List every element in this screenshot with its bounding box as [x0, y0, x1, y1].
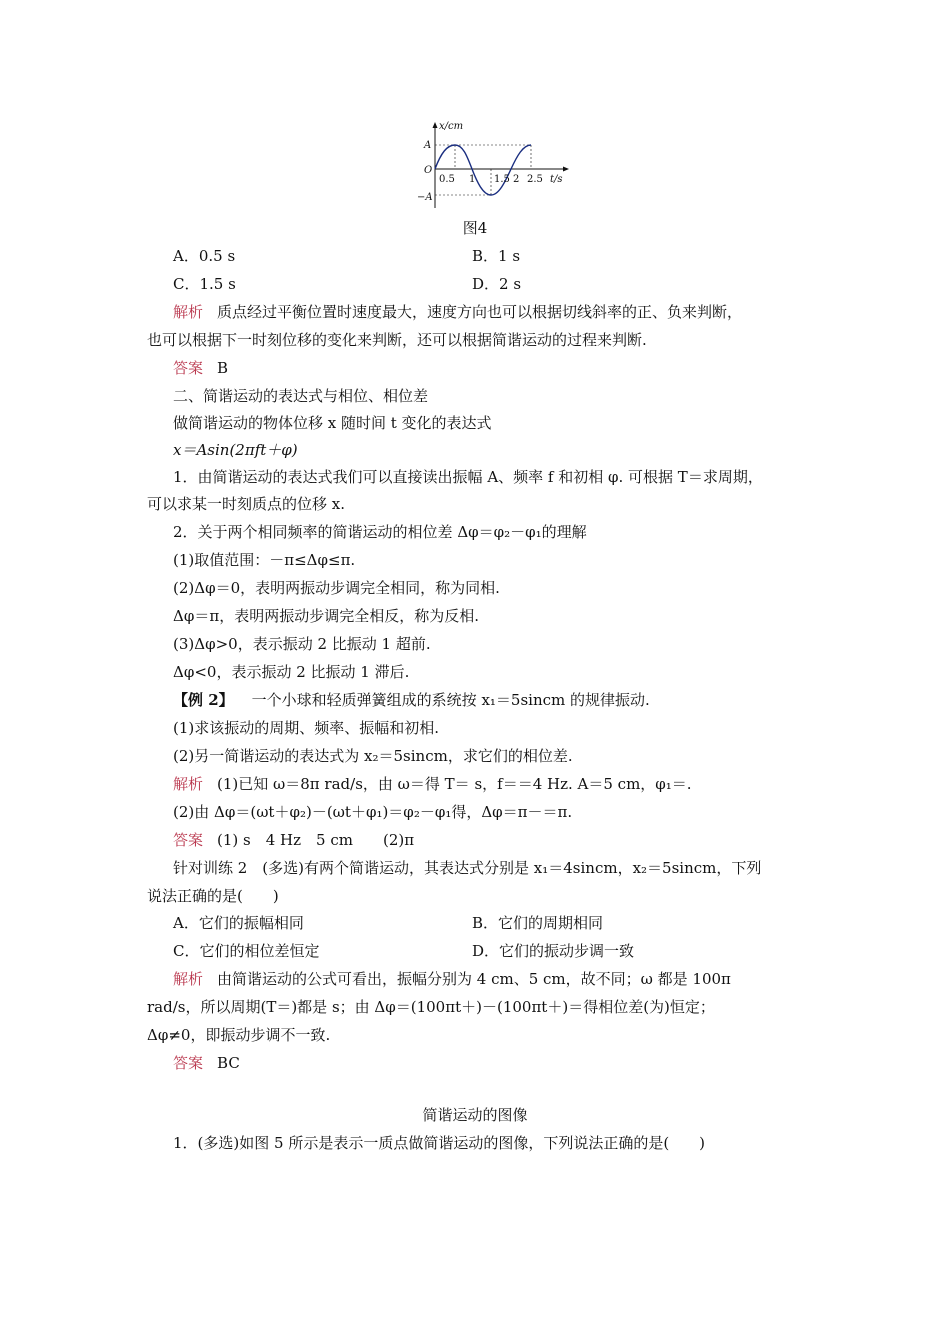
tick-2-5: 2.5 [527, 174, 543, 185]
answer-value: B [217, 359, 229, 377]
analysis-text: 质点经过平衡位置时速度最大，速度方向也可以根据切线斜率的正、负来判断， [217, 303, 743, 321]
training2-line1: 针对训练 2 (多选)有两个简谐运动，其表达式分别是 x₁＝4sincm，x₂＝5sincm，下列 [173, 859, 762, 877]
option-b: B．1 s [472, 247, 521, 265]
training2-option-d: D．它们的振动步调一致 [472, 942, 635, 960]
section2-intro: 做简谐运动的物体位移 x 随时间 t 变化的表达式 [173, 414, 492, 432]
q1-analysis-line1 [173, 302, 742, 322]
training2-analysis-line2: rad/s，所以周期(T＝)都是 s；由 Δφ＝(100πt＋)－(100πt＋)＝得相位差(为)恒定； [147, 998, 715, 1016]
section2-p2-2a: (2)Δφ＝0，表明两振动步调完全相同，称为同相. [173, 579, 500, 597]
section2-heading: 二、简谐运动的表达式与相位、相位差 [173, 387, 429, 405]
section2-p2: 2．关于两个相同频率的简谐运动的相位差 Δφ＝φ₂－φ₁的理解 [173, 523, 587, 541]
label-A: A [424, 140, 432, 151]
tick-1: 1 [469, 174, 476, 185]
q1-analysis-line2: 也可以根据下一时刻位移的变化来判断，还可以根据简谐运动的过程来判断. [147, 331, 647, 349]
answer-label: 答案 [173, 359, 204, 377]
section2-p2-3b: Δφ<0，表示振动 2 比振动 1 滞后. [173, 663, 410, 681]
option-a: A．0.5 s [173, 247, 236, 265]
x-axis-arrow [563, 167, 569, 172]
example2-stem: 一个小球和轻质弹簧组成的系统按 x₁＝5sincm 的规律振动. [251, 691, 650, 709]
section2-p2-1: (1)取值范围：－π≤Δφ≤π. [173, 551, 356, 569]
section2-formula: x＝Asin(2πft＋φ) [173, 441, 298, 459]
option-c: C．1.5 s [173, 275, 236, 293]
training2-analysis-line1 [173, 969, 731, 989]
training2-option-b: B．它们的周期相同 [472, 914, 604, 932]
analysis-label: 解析 [173, 775, 204, 793]
training2-analysis-line3: Δφ≠0，即振动步调不一致. [147, 1026, 331, 1044]
answer-label: 答案 [173, 1054, 204, 1072]
y-axis-arrow [433, 122, 438, 128]
example2-analysis-line1 [173, 774, 692, 794]
tick-1-5: 1.5 [494, 174, 510, 185]
example2-label: 【例 2】 [173, 691, 234, 709]
training2-option-a: A．它们的振幅相同 [173, 914, 304, 932]
answer-value: BC [217, 1054, 240, 1072]
example2-stem-line [173, 690, 650, 710]
answer-value: (1) s 4 Hz 5 cm (2)π [217, 831, 415, 849]
tick-0-5: 0.5 [439, 174, 455, 185]
training2-option-c: C．它们的相位差恒定 [173, 942, 320, 960]
section2-p2-2b: Δφ＝π，表明两振动步调完全相反，称为反相. [173, 607, 479, 625]
label-O: O [424, 165, 433, 176]
section3-q1: 1．(多选)如图 5 所示是表示一质点做简谐运动的图像，下列说法正确的是( ) [173, 1134, 706, 1152]
analysis-text: 由简谐运动的公式可看出，振幅分别为 4 cm、5 cm，故不同；ω 都是 100π [217, 970, 731, 988]
example2-answer [173, 830, 414, 850]
sine-curve [435, 145, 531, 195]
option-d: D．2 s [472, 275, 522, 293]
tick-2: 2 [513, 174, 520, 185]
figure-caption: 图4 [462, 219, 488, 237]
q1-answer [173, 358, 228, 378]
analysis-label: 解析 [173, 970, 204, 988]
section2-p2-3a: (3)Δφ>0，表示振动 2 比振动 1 超前. [173, 635, 431, 653]
answer-label: 答案 [173, 831, 204, 849]
analysis-label: 解析 [173, 303, 204, 321]
section2-p1-line2: 可以求某一时刻质点的位移 x. [147, 495, 345, 513]
example2-analysis-line2: (2)由 Δφ＝(ωt＋φ₂)－(ωt＋φ₁)＝φ₂－φ₁得，Δφ＝π－＝π. [173, 803, 573, 821]
example2-q1: (1)求该振动的周期、频率、振幅和初相. [173, 719, 440, 737]
example2-q2: (2)另一简谐运动的表达式为 x₂＝5sincm，求它们的相位差. [173, 747, 573, 765]
sine-wave-figure [405, 118, 575, 213]
analysis-text: (1)已知 ω＝8π rad/s，由 ω＝得 T＝ s，f＝＝4 Hz. A＝5 cm，φ₁＝. [217, 775, 692, 793]
y-axis-label: x/cm [439, 121, 464, 132]
section3-title: 简谐运动的图像 [422, 1106, 528, 1124]
section2-p1-line1: 1．由简谐运动的表达式我们可以直接读出振幅 A、频率 f 和初相 φ. 可根据 T＝求周期， [173, 468, 763, 486]
x-axis-label: t/s [550, 174, 563, 185]
training2-line2: 说法正确的是( ) [147, 887, 279, 905]
label-negA: −A [417, 192, 433, 203]
training2-answer [173, 1053, 240, 1073]
